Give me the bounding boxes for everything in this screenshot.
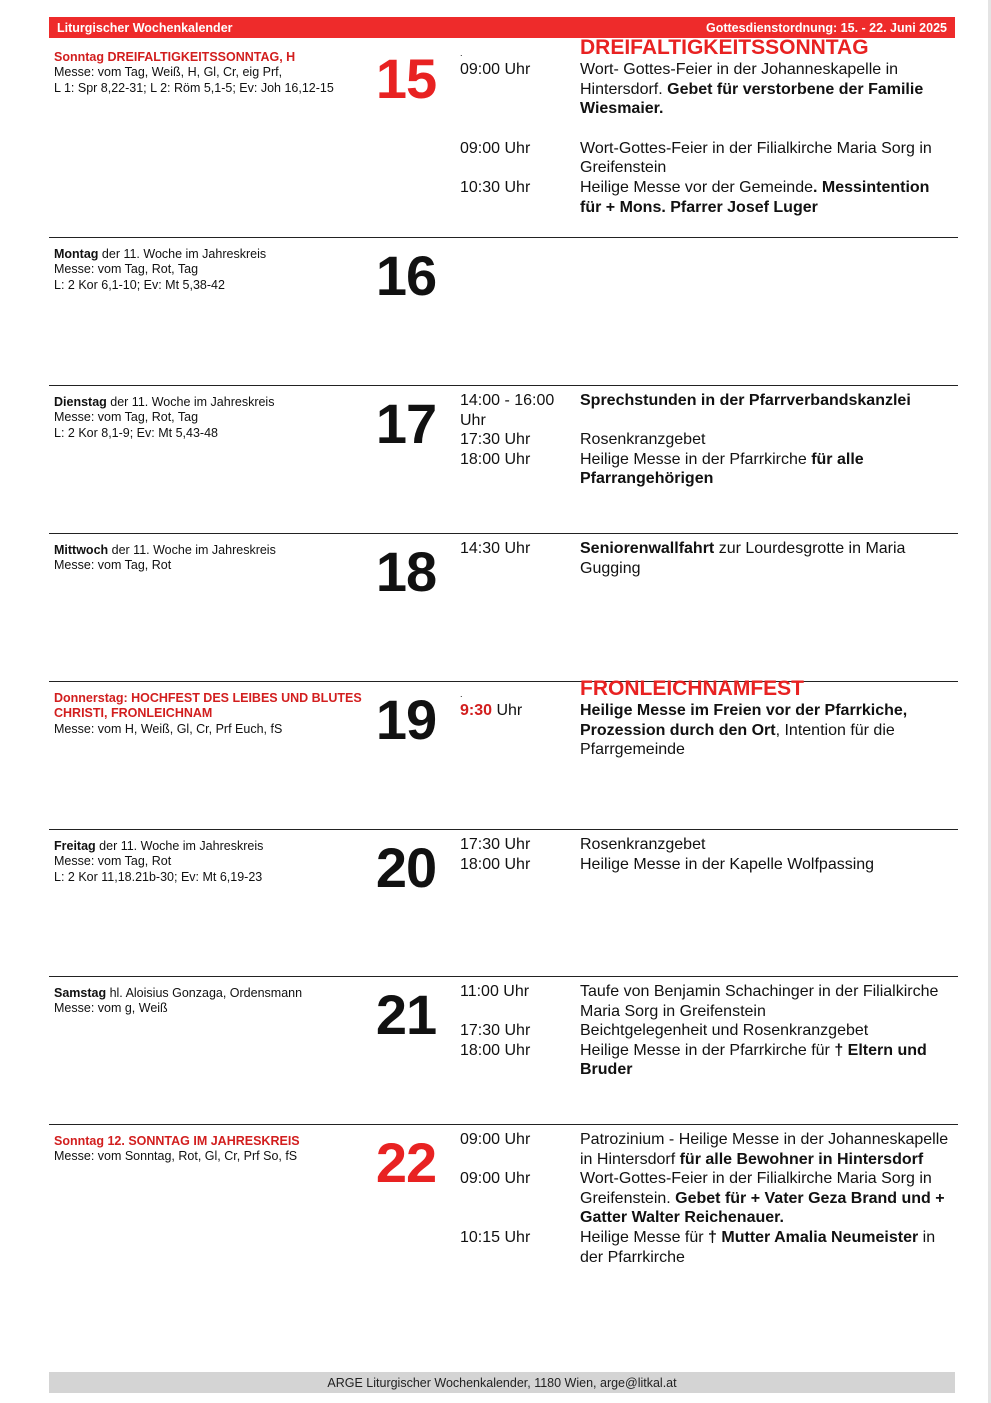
liturgy-line: Messe: vom Tag, Rot	[54, 558, 172, 573]
event-row	[460, 1228, 955, 1267]
footer-bar	[49, 1372, 955, 1393]
event-row	[460, 1130, 955, 1169]
day-number: 15	[375, 47, 437, 110]
event-list	[460, 36, 955, 217]
event-time: 10:30 Uhr	[460, 178, 531, 196]
day-heading: Freitag der 11. Woche im Jahreskreis	[54, 839, 264, 853]
event-row	[460, 982, 955, 1021]
event-description: Sprechstunden in der Pfarrverbandskanzlei	[580, 392, 911, 409]
event-row	[460, 701, 955, 760]
event-description: Patrozinium - Heilige Messe in der Johanneskapelle in Hintersdorf für alle Bewohner in Hintersdorf	[580, 1131, 949, 1168]
liturgy-info	[54, 543, 364, 574]
event-description: Wort-Gottes-Feier in der Filialkirche Maria Sorg in Greifenstein. Gebet für + Vater Geza Brand und + Gatter Walter Reichenauer.	[580, 1170, 945, 1227]
liturgy-info	[54, 691, 364, 737]
event-row	[460, 450, 955, 489]
event-row	[460, 1021, 955, 1041]
event-time: 18:00 Uhr	[460, 1041, 531, 1059]
event-row	[460, 1041, 955, 1080]
day-heading: Dienstag der 11. Woche im Jahreskreis	[54, 395, 275, 409]
day-number: 19	[375, 688, 437, 751]
event-row	[460, 430, 955, 450]
event-description: Rosenkranzgebet	[580, 836, 706, 853]
event-list	[460, 835, 955, 874]
event-description: Heilige Messe im Freien vor der Pfarrkiche, Prozession durch den Ort, Intention für die Pfarrgemeinde	[580, 702, 908, 759]
day-heading: Samstag hl. Aloisius Gonzaga, Ordensmann	[54, 986, 303, 1000]
event-description: Wort- Gottes-Feier in der Johanneskapelle in Hintersdorf. Gebet für verstorbene der Familie Wiesmaier.	[580, 61, 924, 118]
dot-marker: .	[460, 48, 463, 58]
event-list	[460, 1130, 955, 1267]
day-block-18	[49, 533, 958, 681]
event-list	[460, 677, 955, 760]
liturgy-line: Messe: vom Tag, Rot, Tag	[54, 410, 199, 425]
liturgy-line: Messe: vom H, Weiß, Gl, Cr, Prf Euch, fS	[54, 721, 283, 736]
event-row	[460, 1169, 955, 1228]
footer-text: ARGE Liturgischer Wochenkalender, 1180 Wien, arge@litkal.at	[327, 1375, 677, 1390]
event-list	[460, 391, 955, 489]
liturgy-line: Messe: vom Sonntag, Rot, Gl, Cr, Prf So, fS	[54, 1149, 298, 1164]
event-row	[460, 139, 955, 178]
event-list	[460, 539, 955, 578]
day-number: 22	[375, 1131, 437, 1194]
event-description: Rosenkranzgebet	[580, 431, 706, 449]
day-heading: Mittwoch der 11. Woche im Jahreskreis	[54, 543, 276, 557]
liturgy-info	[54, 839, 364, 885]
event-time: 09:00 Uhr	[460, 139, 531, 157]
day-block-19	[49, 677, 958, 829]
event-time: 09:00 Uhr	[460, 61, 531, 78]
day-block-17	[49, 385, 958, 533]
event-description: Heilige Messe in der Pfarrkirche für † Eltern und Bruder	[580, 1041, 927, 1079]
day-heading: Sonntag 12. SONNTAG IM JAHRESKREIS	[54, 1134, 300, 1148]
feast-row	[460, 677, 955, 701]
event-description: Wort-Gottes-Feier in der Filialkirche Maria Sorg in Greifenstein	[580, 139, 932, 177]
event-time: 10:15 Uhr	[460, 1228, 531, 1246]
liturgy-line: L: 2 Kor 11,18.21b-30; Ev: Mt 6,19-23	[54, 869, 263, 884]
event-time: 18:00 Uhr	[460, 855, 531, 873]
event-description: Seniorenwallfahrt zur Lourdesgrotte in Maria Gugging	[580, 540, 906, 577]
event-description: Heilige Messe in der Kapelle Wolfpassing	[580, 855, 875, 873]
event-description: Heilige Messe für † Mutter Amalia Neumeister in der Pfarrkirche	[580, 1228, 936, 1266]
liturgy-info	[54, 50, 364, 96]
day-number: 18	[375, 540, 437, 603]
event-description: Heilige Messe in der Pfarrkirche für alle Pfarrangehörigen	[580, 450, 864, 488]
event-time: 17:30 Uhr	[460, 1022, 531, 1040]
event-row	[460, 855, 955, 875]
event-row	[460, 178, 955, 217]
dot-marker: .	[460, 689, 463, 699]
event-row	[460, 391, 955, 430]
liturgy-info	[54, 1134, 364, 1165]
event-time: 14:00 - 16:00 Uhr	[460, 392, 555, 429]
day-heading: Montag der 11. Woche im Jahreskreis	[54, 247, 267, 261]
feast-title: FRONLEICHNAMFEST	[580, 677, 804, 700]
liturgy-info	[54, 247, 364, 293]
liturgy-line: L: 2 Kor 8,1-9; Ev: Mt 5,43-48	[54, 425, 218, 440]
event-row	[460, 60, 955, 119]
event-time: 17:30 Uhr	[460, 431, 531, 449]
liturgy-info	[54, 395, 364, 441]
day-number: 20	[375, 836, 437, 899]
event-time: 09:00 Uhr	[460, 1131, 531, 1148]
event-time: 11:00 Uhr	[460, 983, 530, 1000]
header-title: Liturgischer Wochenkalender	[57, 20, 233, 35]
liturgy-line: Messe: vom Tag, Rot, Tag	[54, 262, 199, 277]
header-date-range: Gottesdienstordnung: 15. - 22. Juni 2025	[705, 20, 947, 35]
day-number: 16	[375, 244, 437, 307]
day-block-22	[49, 1124, 958, 1272]
header-bar	[49, 17, 955, 38]
day-number: 17	[375, 392, 437, 455]
liturgy-line: L: 2 Kor 6,1-10; Ev: Mt 5,38-42	[54, 277, 225, 292]
event-time: 17:30 Uhr	[460, 836, 531, 853]
liturgy-line: L 1: Spr 8,22-31; L 2: Röm 5,1-5; Ev: Joh 16,12-15	[54, 80, 334, 95]
day-block-15	[49, 36, 958, 216]
event-time: 18:00 Uhr	[460, 450, 531, 468]
day-block-16	[49, 237, 958, 385]
day-heading: Donnerstag: HOCHFEST DES LEIBES UND BLUTES CHRISTI, FRONLEICHNAM	[54, 691, 362, 721]
liturgy-line: Messe: vom Tag, Weiß, H, Gl, Cr, eig Prf,	[54, 65, 283, 80]
day-heading: Sonntag DREIFALTIGKEITSSONNTAG, H	[54, 50, 296, 64]
event-time: 14:30 Uhr	[460, 540, 531, 557]
event-description: Heilige Messe vor der Gemeinde. Messintention für + Mons. Pfarrer Josef Luger	[580, 178, 930, 216]
liturgy-line: Messe: vom Tag, Rot	[54, 854, 172, 869]
feast-title: DREIFALTIGKEITSSONNTAG	[580, 36, 869, 59]
day-block-20	[49, 829, 958, 977]
event-list	[460, 982, 955, 1080]
event-time: 9:30 Uhr	[460, 702, 523, 719]
event-time: 09:00 Uhr	[460, 1170, 531, 1188]
day-block-21	[49, 976, 958, 1124]
event-description: Beichtgelegenheit und Rosenkranzgebet	[580, 1022, 869, 1040]
day-number: 21	[375, 983, 437, 1046]
liturgy-line: Messe: vom g, Weiß	[54, 1001, 168, 1016]
event-row	[460, 835, 955, 855]
liturgy-info	[54, 986, 364, 1017]
event-description: Taufe von Benjamin Schachinger in der Filialkirche Maria Sorg in Greifenstein	[580, 983, 939, 1020]
event-row	[460, 539, 955, 578]
feast-row	[460, 36, 955, 60]
